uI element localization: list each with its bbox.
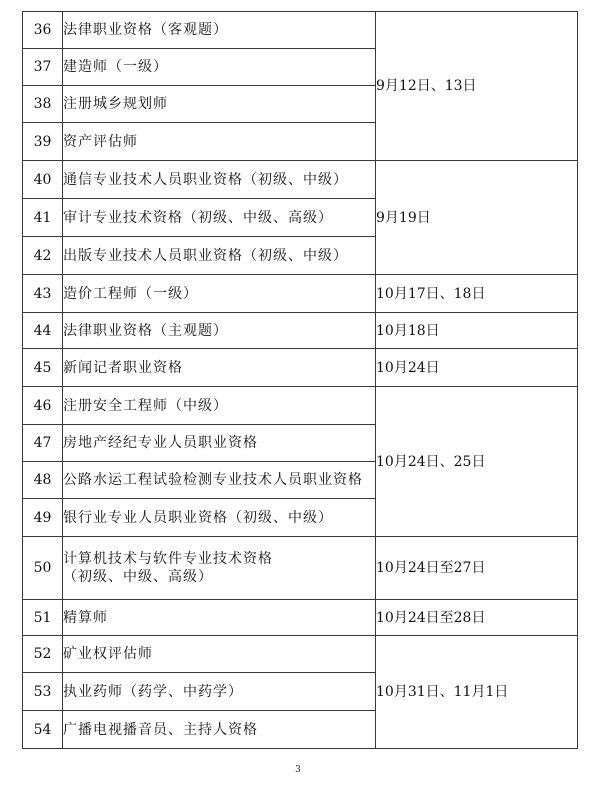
row-number: 52 — [23, 636, 63, 673]
row-number: 44 — [23, 313, 63, 349]
row-number: 36 — [23, 12, 63, 49]
row-number: 37 — [23, 49, 63, 86]
table-row — [23, 275, 578, 313]
exam-name: 精算师 — [63, 600, 376, 636]
exam-name: 造价工程师（一级） — [63, 275, 376, 313]
exam-name: 法律职业资格（客观题） — [63, 12, 376, 49]
row-number: 51 — [23, 600, 63, 636]
exam-date: 10月24日至28日 — [376, 600, 578, 636]
exam-name-line-2: （初级、中级、高级） — [63, 569, 213, 585]
table-row — [23, 636, 578, 673]
exam-name — [63, 537, 376, 600]
table-row — [23, 349, 578, 387]
table-row — [23, 600, 578, 636]
exam-name: 出版专业技术人员职业资格（初级、中级） — [63, 237, 376, 275]
exam-name: 新闻记者职业资格 — [63, 349, 376, 387]
table-row — [23, 161, 578, 199]
exam-name: 注册安全工程师（中级） — [63, 387, 376, 425]
exam-name: 公路水运工程试验检测专业技术人员职业资格 — [63, 462, 376, 499]
exam-date: 10月24日至27日 — [376, 537, 578, 600]
exam-name: 房地产经纪专业人员职业资格 — [63, 425, 376, 462]
row-number: 38 — [23, 86, 63, 123]
row-number: 39 — [23, 123, 63, 161]
row-number: 46 — [23, 387, 63, 425]
row-number: 40 — [23, 161, 63, 199]
table-row — [23, 313, 578, 349]
exam-name: 矿业权评估师 — [63, 636, 376, 673]
exam-name: 法律职业资格（主观题） — [63, 313, 376, 349]
row-number: 42 — [23, 237, 63, 275]
exam-date: 10月17日、18日 — [376, 275, 578, 313]
row-number: 43 — [23, 275, 63, 313]
row-number: 49 — [23, 499, 63, 537]
row-number: 50 — [23, 537, 63, 600]
exam-date: 10月31日、11月1日 — [376, 636, 578, 749]
table-row — [23, 387, 578, 425]
row-number: 53 — [23, 673, 63, 711]
exam-name: 执业药师（药学、中药学） — [63, 673, 376, 711]
exam-date: 10月18日 — [376, 313, 578, 349]
exam-name: 注册城乡规划师 — [63, 86, 376, 123]
row-number: 48 — [23, 462, 63, 499]
exam-schedule-page — [22, 11, 578, 749]
row-number: 54 — [23, 711, 63, 749]
exam-name: 通信专业技术人员职业资格（初级、中级） — [63, 161, 376, 199]
exam-name: 建造师（一级） — [63, 49, 376, 86]
exam-name: 资产评估师 — [63, 123, 376, 161]
exam-date: 9月19日 — [376, 161, 578, 275]
table-row — [23, 12, 578, 49]
exam-name: 广播电视播音员、主持人资格 — [63, 711, 376, 749]
exam-date: 10月24日、25日 — [376, 387, 578, 537]
table-row — [23, 537, 578, 600]
exam-schedule-table — [22, 11, 578, 749]
row-number: 47 — [23, 425, 63, 462]
exam-name: 银行业专业人员职业资格（初级、中级） — [63, 499, 376, 537]
exam-date: 9月12日、13日 — [376, 12, 578, 161]
page-number: 3 — [295, 765, 301, 775]
row-number: 41 — [23, 199, 63, 237]
exam-name: 审计专业技术资格（初级、中级、高级） — [63, 199, 376, 237]
exam-date: 10月24日 — [376, 349, 578, 387]
row-number: 45 — [23, 349, 63, 387]
exam-name-line-1: 计算机技术与软件专业技术资格 — [63, 551, 273, 567]
